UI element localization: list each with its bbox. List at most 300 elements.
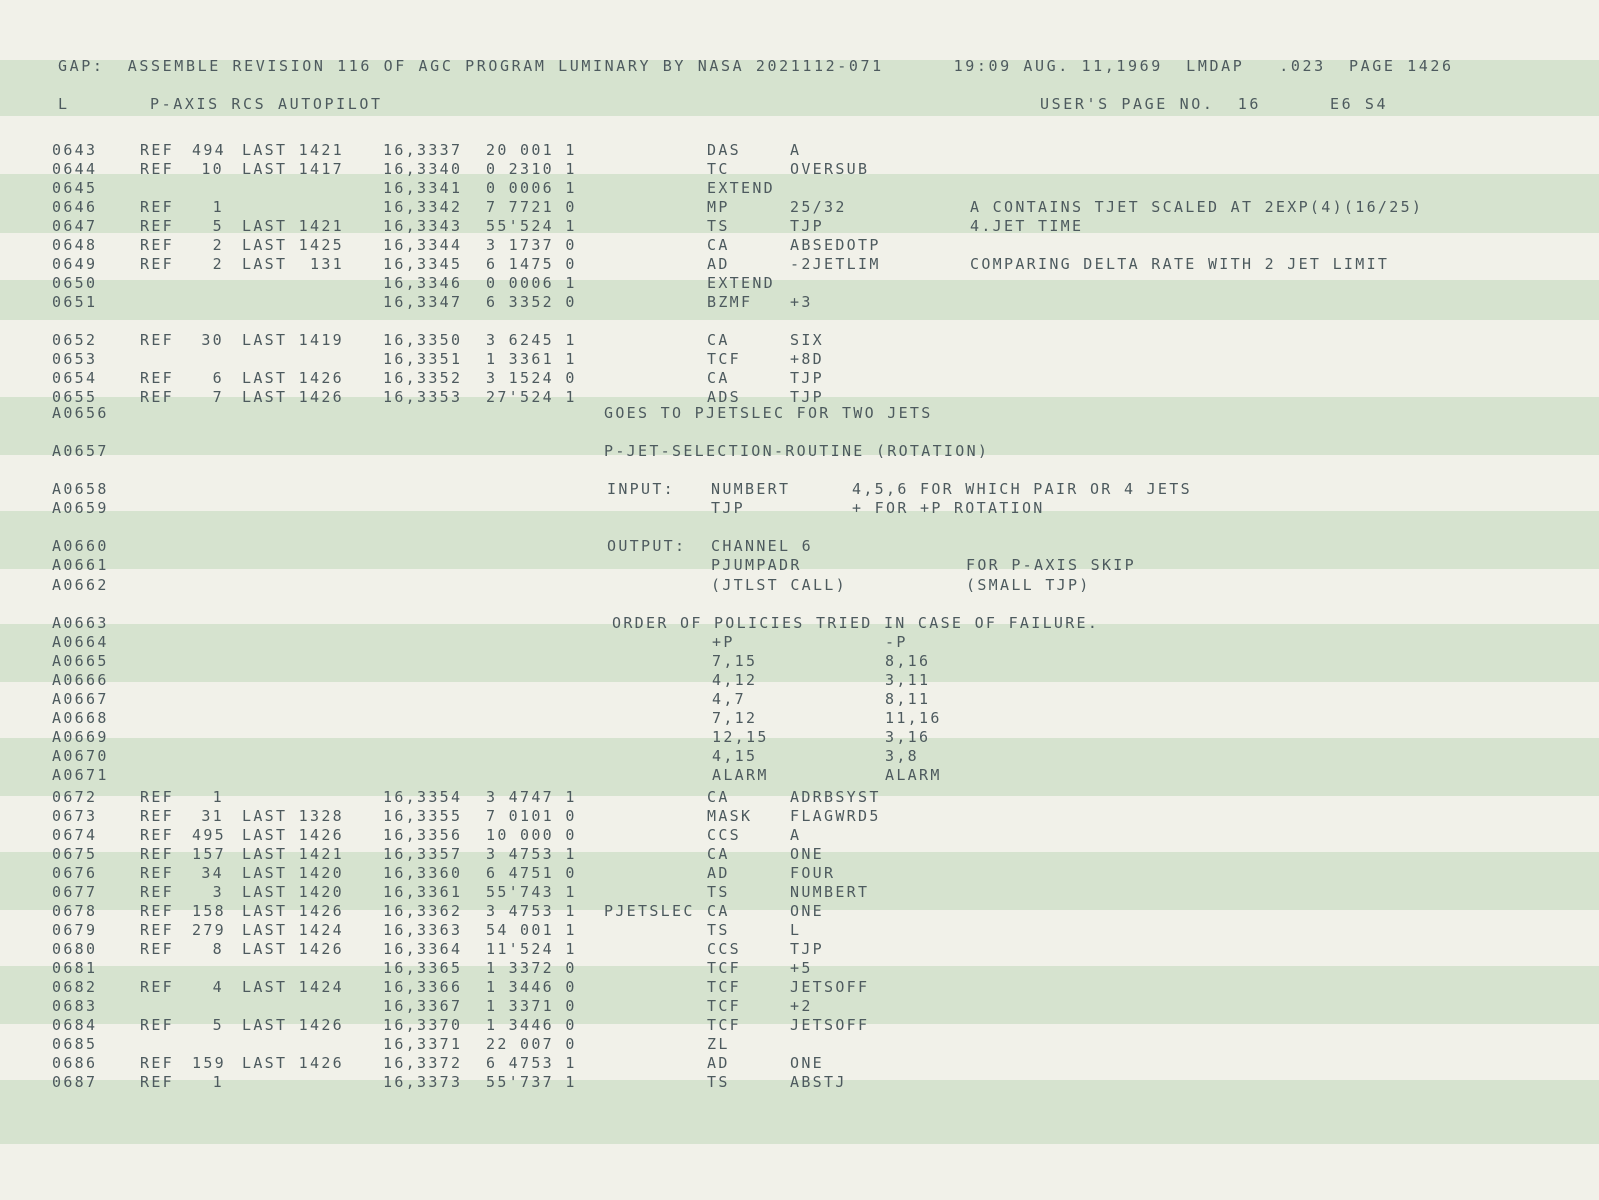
- memory-address: 16,3354: [383, 788, 463, 806]
- code-line: [0, 977, 1599, 997]
- code-line: [0, 825, 1599, 845]
- code-line: [0, 1034, 1599, 1054]
- operand: +2: [790, 997, 813, 1015]
- operand: -2JETLIM: [790, 255, 881, 273]
- memory-address: 16,3364: [383, 940, 463, 958]
- ref-label: REF: [140, 864, 174, 882]
- policy-row: [0, 689, 1599, 709]
- line-number: 0674: [52, 826, 98, 844]
- policy-second: 11,16: [885, 709, 942, 727]
- object-code: 1 3361 1: [486, 350, 577, 368]
- policy-heading: ORDER OF POLICIES TRIED IN CASE OF FAILURE.: [612, 614, 1100, 632]
- ref-label: REF: [140, 198, 174, 216]
- code-line: [0, 159, 1599, 179]
- object-code: 3 4747 1: [486, 788, 577, 806]
- ref-count: 6: [212, 369, 224, 387]
- last-reference: LAST 1420: [242, 883, 344, 901]
- line-number: 0673: [52, 807, 98, 825]
- ref-label: REF: [140, 388, 174, 406]
- code-line: [0, 806, 1599, 826]
- memory-address: 16,3360: [383, 864, 463, 882]
- object-code: 7 7721 0: [486, 198, 577, 216]
- memory-address: 16,3373: [383, 1073, 463, 1091]
- last-reference: LAST 1419: [242, 331, 344, 349]
- last-reference: LAST 1426: [242, 940, 344, 958]
- line-number: 0643: [52, 141, 98, 159]
- memory-address: 16,3350: [383, 331, 463, 349]
- policy-first: 4,7: [712, 690, 746, 708]
- opcode: EXTEND: [707, 274, 775, 292]
- code-line: [0, 349, 1599, 369]
- ref-count: 5: [212, 1016, 224, 1034]
- ref-count: 1: [212, 198, 224, 216]
- ref-label: REF: [140, 1016, 174, 1034]
- opcode: CA: [707, 236, 730, 254]
- operand: ONE: [790, 845, 824, 863]
- memory-address: 16,3340: [383, 160, 463, 178]
- policy-row: [0, 765, 1599, 785]
- object-code: 22 007 0: [486, 1035, 577, 1053]
- operand: +3: [790, 293, 813, 311]
- memory-address: 16,3341: [383, 179, 463, 197]
- operand: ABSTJ: [790, 1073, 847, 1091]
- operand: SIX: [790, 331, 824, 349]
- line-number: A0661: [52, 556, 109, 574]
- policy-second: 8,16: [885, 652, 931, 670]
- operand: ONE: [790, 1054, 824, 1072]
- code-line: [0, 882, 1599, 902]
- line-number: 0685: [52, 1035, 98, 1053]
- policy-second: 8,11: [885, 690, 931, 708]
- line-number: 0683: [52, 997, 98, 1015]
- comment-text: GOES TO PJETSLEC FOR TWO JETS: [604, 404, 933, 422]
- policy-first: +P: [712, 633, 735, 651]
- line-number: A0657: [52, 442, 109, 460]
- object-code: 1 3446 0: [486, 978, 577, 996]
- line-number: 0647: [52, 217, 98, 235]
- object-code: 0 0006 1: [486, 274, 577, 292]
- line-number: 0651: [52, 293, 98, 311]
- memory-address: 16,3345: [383, 255, 463, 273]
- page-tag: E6 S4: [1330, 95, 1389, 113]
- operand: NUMBERT: [790, 883, 870, 901]
- memory-address: 16,3342: [383, 198, 463, 216]
- object-code: 54 001 1: [486, 921, 577, 939]
- memory-address: 16,3372: [383, 1054, 463, 1072]
- operand: TJP: [790, 388, 824, 406]
- memory-address: 16,3347: [383, 293, 463, 311]
- comment-line: [0, 403, 1599, 423]
- policy-first: ALARM: [712, 766, 769, 784]
- ref-count: 495: [192, 826, 226, 844]
- opcode: TS: [707, 217, 730, 235]
- code-line: [0, 178, 1599, 198]
- line-number: 0676: [52, 864, 98, 882]
- object-code: 3 6245 1: [486, 331, 577, 349]
- line-number: A0660: [52, 537, 109, 555]
- opcode: CA: [707, 369, 730, 387]
- last-reference: LAST 1426: [242, 826, 344, 844]
- output-label: OUTPUT:: [607, 537, 687, 555]
- ref-count: 34: [201, 864, 224, 882]
- output-name: (JTLST CALL): [711, 576, 847, 594]
- memory-address: 16,3351: [383, 350, 463, 368]
- line-number: 0644: [52, 160, 98, 178]
- policy-second: ALARM: [885, 766, 942, 784]
- code-comment: 4.JET TIME: [970, 217, 1084, 235]
- policy-row: [0, 651, 1599, 671]
- opcode: BZMF: [707, 293, 753, 311]
- last-reference: LAST 1417: [242, 160, 344, 178]
- ref-count: 1: [212, 788, 224, 806]
- last-reference: LAST 1420: [242, 864, 344, 882]
- object-code: 0 2310 1: [486, 160, 577, 178]
- line-number: A0670: [52, 747, 109, 765]
- object-code: 6 4751 0: [486, 864, 577, 882]
- line-number: A0671: [52, 766, 109, 784]
- operand: OVERSUB: [790, 160, 870, 178]
- object-code: 6 3352 0: [486, 293, 577, 311]
- ref-count: 5: [212, 217, 224, 235]
- line-number: 0682: [52, 978, 98, 996]
- opcode: AD: [707, 864, 730, 882]
- line-number: 0684: [52, 1016, 98, 1034]
- opcode: CA: [707, 845, 730, 863]
- opcode: ZL: [707, 1035, 730, 1053]
- object-code: 7 0101 0: [486, 807, 577, 825]
- operand: 25/32: [790, 198, 847, 216]
- policy-row: [0, 708, 1599, 728]
- opcode: TS: [707, 1073, 730, 1091]
- line-number: 0652: [52, 331, 98, 349]
- ref-label: REF: [140, 788, 174, 806]
- ref-count: 2: [212, 255, 224, 273]
- policy-second: 3,16: [885, 728, 931, 746]
- input-description: 4,5,6 FOR WHICH PAIR OR 4 JETS: [852, 480, 1192, 498]
- memory-address: 16,3352: [383, 369, 463, 387]
- last-reference: LAST 1426: [242, 369, 344, 387]
- policy-second: 3,11: [885, 671, 931, 689]
- line-number: 0653: [52, 350, 98, 368]
- last-reference: LAST 1426: [242, 1016, 344, 1034]
- line-number: A0667: [52, 690, 109, 708]
- line-number: 0649: [52, 255, 98, 273]
- policy-first: 7,12: [712, 709, 758, 727]
- section-title: P-AXIS RCS AUTOPILOT: [150, 95, 383, 113]
- code-line: [0, 958, 1599, 978]
- opcode: DAS: [707, 141, 741, 159]
- listing-type: L: [58, 95, 70, 113]
- ref-count: 7: [212, 388, 224, 406]
- code-line: [0, 939, 1599, 959]
- comment-line: [0, 575, 1599, 595]
- code-line: [0, 368, 1599, 388]
- operand: FLAGWRD5: [790, 807, 881, 825]
- last-reference: LAST 1426: [242, 1054, 344, 1072]
- input-label: INPUT:: [607, 480, 675, 498]
- memory-address: 16,3362: [383, 902, 463, 920]
- object-code: 1 3446 0: [486, 1016, 577, 1034]
- object-code: 6 1475 0: [486, 255, 577, 273]
- object-code: 3 4753 1: [486, 845, 577, 863]
- line-number: 0687: [52, 1073, 98, 1091]
- ref-label: REF: [140, 978, 174, 996]
- last-reference: LAST 1328: [242, 807, 344, 825]
- last-reference: LAST 1421: [242, 845, 344, 863]
- ref-label: REF: [140, 236, 174, 254]
- operand: JETSOFF: [790, 978, 870, 996]
- opcode: AD: [707, 255, 730, 273]
- object-code: 55'737 1: [486, 1073, 577, 1091]
- code-line: [0, 140, 1599, 160]
- line-number: A0659: [52, 499, 109, 517]
- memory-address: 16,3365: [383, 959, 463, 977]
- operand: ADRBSYST: [790, 788, 881, 806]
- line-number: 0672: [52, 788, 98, 806]
- line-number: 0645: [52, 179, 98, 197]
- ref-label: REF: [140, 826, 174, 844]
- code-line: [0, 330, 1599, 350]
- comment-line: [0, 479, 1599, 499]
- memory-address: 16,3371: [383, 1035, 463, 1053]
- opcode: CA: [707, 331, 730, 349]
- code-line: [0, 254, 1599, 274]
- opcode: CCS: [707, 826, 741, 844]
- ref-count: 4: [212, 978, 224, 996]
- memory-address: 16,3343: [383, 217, 463, 235]
- opcode: CA: [707, 902, 730, 920]
- ref-count: 494: [192, 141, 226, 159]
- opcode: TCF: [707, 997, 741, 1015]
- ref-label: REF: [140, 921, 174, 939]
- memory-address: 16,3367: [383, 997, 463, 1015]
- comment-line: [0, 555, 1599, 575]
- routine-title: P-JET-SELECTION-ROUTINE (ROTATION): [604, 442, 990, 460]
- line-number: 0686: [52, 1054, 98, 1072]
- policy-row: [0, 670, 1599, 690]
- operand: +8D: [790, 350, 824, 368]
- code-comment: COMPARING DELTA RATE WITH 2 JET LIMIT: [970, 255, 1390, 273]
- opcode: TS: [707, 883, 730, 901]
- input-description: + FOR +P ROTATION: [852, 499, 1045, 517]
- operand: +5: [790, 959, 813, 977]
- last-reference: LAST 1424: [242, 921, 344, 939]
- object-code: 55'524 1: [486, 217, 577, 235]
- line-number: A0656: [52, 404, 109, 422]
- last-reference: LAST 1426: [242, 902, 344, 920]
- policy-first: 12,15: [712, 728, 769, 746]
- last-reference: LAST 1421: [242, 141, 344, 159]
- line-number: A0664: [52, 633, 109, 651]
- code-line: [0, 235, 1599, 255]
- ref-label: REF: [140, 331, 174, 349]
- opcode: TC: [707, 160, 730, 178]
- ref-label: REF: [140, 369, 174, 387]
- ref-label: REF: [140, 1073, 174, 1091]
- line-number: A0669: [52, 728, 109, 746]
- line-number: 0679: [52, 921, 98, 939]
- operand: TJP: [790, 217, 824, 235]
- ref-label: REF: [140, 902, 174, 920]
- ref-label: REF: [140, 845, 174, 863]
- opcode: AD: [707, 1054, 730, 1072]
- code-line: [0, 292, 1599, 312]
- line-number: 0646: [52, 198, 98, 216]
- input-name: TJP: [711, 499, 745, 517]
- ref-label: REF: [140, 883, 174, 901]
- code-line: [0, 197, 1599, 217]
- policy-first: 7,15: [712, 652, 758, 670]
- ref-label: REF: [140, 141, 174, 159]
- code-line: [0, 1015, 1599, 1035]
- ref-count: 1: [212, 1073, 224, 1091]
- line-number: 0650: [52, 274, 98, 292]
- memory-address: 16,3370: [383, 1016, 463, 1034]
- code-line: [0, 844, 1599, 864]
- opcode: TCF: [707, 1016, 741, 1034]
- object-code: 3 4753 1: [486, 902, 577, 920]
- opcode: CCS: [707, 940, 741, 958]
- line-number: A0662: [52, 576, 109, 594]
- last-reference: LAST 1425: [242, 236, 344, 254]
- ref-count: 158: [192, 902, 226, 920]
- code-line: [0, 273, 1599, 293]
- ref-count: 3: [212, 883, 224, 901]
- object-code: 3 1524 0: [486, 369, 577, 387]
- comment-line: [0, 613, 1599, 633]
- ref-label: REF: [140, 217, 174, 235]
- memory-address: 16,3366: [383, 978, 463, 996]
- ref-label: REF: [140, 160, 174, 178]
- code-comment: A CONTAINS TJET SCALED AT 2EXP(4)(16/25): [970, 198, 1424, 216]
- ref-label: REF: [140, 807, 174, 825]
- object-code: 10 000 0: [486, 826, 577, 844]
- object-code: 1 3371 0: [486, 997, 577, 1015]
- operand: ONE: [790, 902, 824, 920]
- object-code: 6 4753 1: [486, 1054, 577, 1072]
- operand: L: [790, 921, 802, 939]
- policy-first: 4,15: [712, 747, 758, 765]
- ref-count: 31: [201, 807, 224, 825]
- operand: TJP: [790, 369, 824, 387]
- line-number: A0666: [52, 671, 109, 689]
- ref-count: 157: [192, 845, 226, 863]
- memory-address: 16,3361: [383, 883, 463, 901]
- code-line: [0, 920, 1599, 940]
- operand: JETSOFF: [790, 1016, 870, 1034]
- line-number: 0677: [52, 883, 98, 901]
- opcode: EXTEND: [707, 179, 775, 197]
- line-number: 0655: [52, 388, 98, 406]
- policy-row: [0, 632, 1599, 652]
- opcode: TCF: [707, 350, 741, 368]
- memory-address: 16,3363: [383, 921, 463, 939]
- object-code: 3 1737 0: [486, 236, 577, 254]
- page-header-title: GAP: ASSEMBLE REVISION 116 OF AGC PROGRAM LUMINARY BY NASA 2021112-071 19:09 AUG. 11,1969 LMDAP .023 PAGE 1426: [58, 57, 1454, 75]
- line-number: A0665: [52, 652, 109, 670]
- code-line: [0, 996, 1599, 1016]
- last-reference: LAST 1426: [242, 388, 344, 406]
- ref-label: REF: [140, 940, 174, 958]
- line-number: 0675: [52, 845, 98, 863]
- policy-second: -P: [885, 633, 908, 651]
- ref-count: 30: [201, 331, 224, 349]
- memory-address: 16,3346: [383, 274, 463, 292]
- code-line: [0, 1053, 1599, 1073]
- line-number: 0648: [52, 236, 98, 254]
- comment-line: [0, 536, 1599, 556]
- line-number: A0663: [52, 614, 109, 632]
- opcode: MASK: [707, 807, 753, 825]
- memory-address: 16,3356: [383, 826, 463, 844]
- ref-count: 10: [201, 160, 224, 178]
- operand: FOUR: [790, 864, 836, 882]
- line-number: 0678: [52, 902, 98, 920]
- object-code: 0 0006 1: [486, 179, 577, 197]
- memory-address: 16,3353: [383, 388, 463, 406]
- output-name: CHANNEL 6: [711, 537, 813, 555]
- policy-row: [0, 727, 1599, 747]
- input-name: NUMBERT: [711, 480, 791, 498]
- object-code: 20 001 1: [486, 141, 577, 159]
- policy-row: [0, 746, 1599, 766]
- code-line: [0, 216, 1599, 236]
- policy-second: 3,8: [885, 747, 919, 765]
- ref-label: REF: [140, 255, 174, 273]
- comment-line: [0, 441, 1599, 461]
- output-description: (SMALL TJP): [966, 576, 1091, 594]
- line-number: A0668: [52, 709, 109, 727]
- memory-address: 16,3357: [383, 845, 463, 863]
- ref-label: REF: [140, 1054, 174, 1072]
- ref-count: 8: [212, 940, 224, 958]
- symbol-label: PJETSLEC: [604, 902, 695, 920]
- object-code: 55'743 1: [486, 883, 577, 901]
- object-code: 11'524 1: [486, 940, 577, 958]
- opcode: ADS: [707, 388, 741, 406]
- code-line: [0, 787, 1599, 807]
- opcode: TS: [707, 921, 730, 939]
- memory-address: 16,3355: [383, 807, 463, 825]
- last-reference: LAST 131: [242, 255, 344, 273]
- opcode: TCF: [707, 978, 741, 996]
- operand: ABSEDOTP: [790, 236, 881, 254]
- opcode: CA: [707, 788, 730, 806]
- code-line: [0, 901, 1599, 921]
- policy-first: 4,12: [712, 671, 758, 689]
- opcode: MP: [707, 198, 730, 216]
- object-code: 27'524 1: [486, 388, 577, 406]
- line-number: 0654: [52, 369, 98, 387]
- ref-count: 279: [192, 921, 226, 939]
- last-reference: LAST 1421: [242, 217, 344, 235]
- line-number: 0681: [52, 959, 98, 977]
- line-number: A0658: [52, 480, 109, 498]
- operand: A: [790, 826, 802, 844]
- comment-line: [0, 498, 1599, 518]
- ref-count: 159: [192, 1054, 226, 1072]
- opcode: TCF: [707, 959, 741, 977]
- output-name: PJUMPADR: [711, 556, 802, 574]
- line-number: 0680: [52, 940, 98, 958]
- user-page-number: USER'S PAGE NO. 16: [1040, 95, 1261, 113]
- object-code: 1 3372 0: [486, 959, 577, 977]
- memory-address: 16,3337: [383, 141, 463, 159]
- output-description: FOR P-AXIS SKIP: [966, 556, 1136, 574]
- last-reference: LAST 1424: [242, 978, 344, 996]
- code-line: [0, 863, 1599, 883]
- operand: A: [790, 141, 802, 159]
